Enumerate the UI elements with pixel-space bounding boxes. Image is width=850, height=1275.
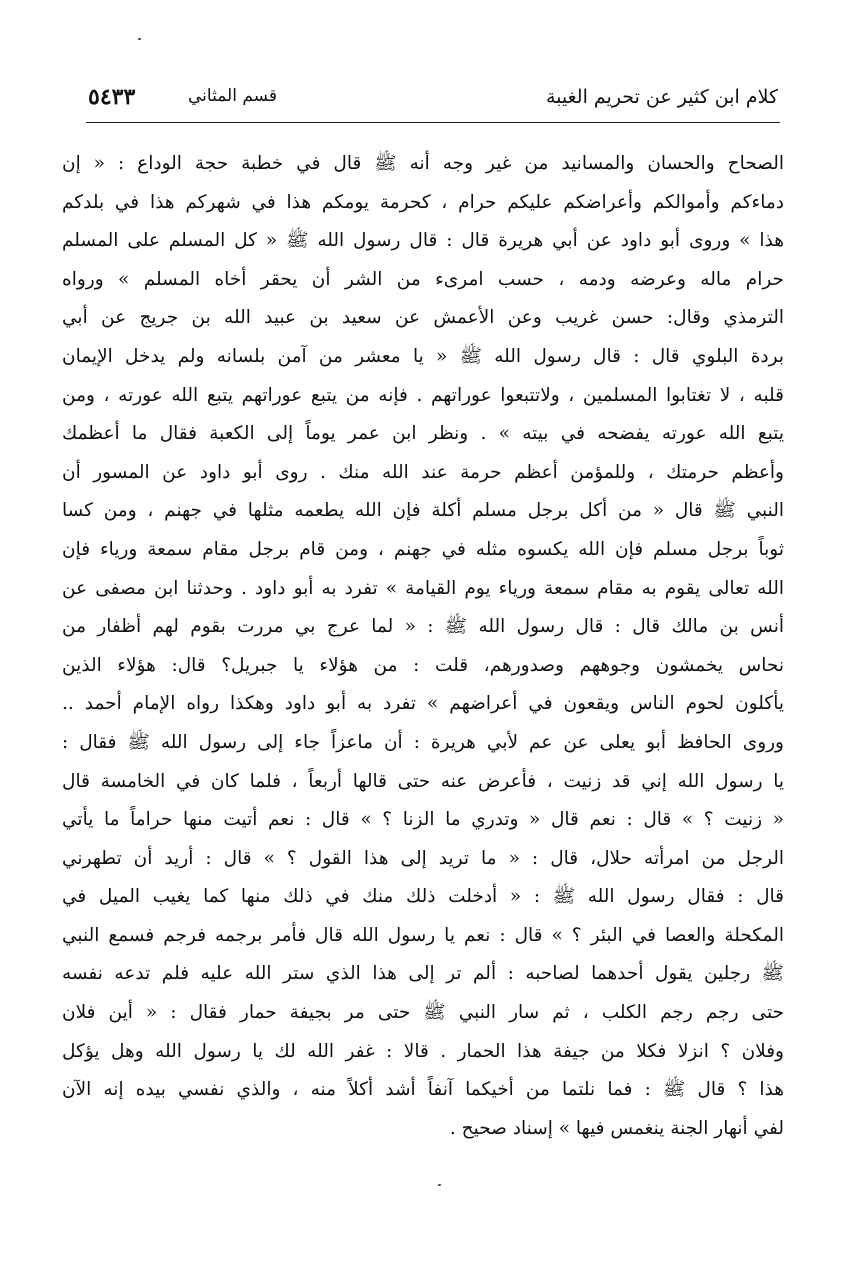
text-line: يأكلون لحوم الناس ويقعون في أعراضهم » تفرد به أبو داود وهكذا رواه الإمام أحمد .. (62, 693, 784, 715)
text-line: هذا ؟ قال ﷺ : فما نلتما من أخيكما آنفاً أشد أكلاً منه ، والذي نفسي بيده إنه الآن (62, 1079, 784, 1101)
page-header (88, 86, 778, 126)
text-line: دماءكم وأموالكم وأعراضكم عليكم حرام ، كحرمة يومكم هذا في شهركم هذا في بلدكم (62, 191, 784, 213)
section-title: قسم المثاني (188, 86, 277, 106)
text-line: يتبع الله عورته يفضحه في بيته » . ونظر ابن عمر يوماً إلى الكعبة فقال ما أعظمك (62, 423, 784, 445)
page-number: ٥٤٣٣ (88, 84, 136, 110)
header-rule (86, 122, 780, 123)
text-line: لفي أنهار الجنة ينغمس فيها » إسناد صحيح . (449, 1117, 784, 1139)
text-line: النبي ﷺ قال « من أكل برجل مسلم أكلة فإن الله يطعمه مثلها في جهنم ، ومن كسا (62, 500, 784, 522)
running-title: كلام ابن كثير عن تحريم الغيبة (545, 86, 778, 108)
text-line: حتى رجم رجم الكلب ، ثم سار النبي ﷺ حتى مر بجيفة حمار فقال : « أين فلان (62, 1002, 784, 1024)
text-line: وفلان ؟ انزلا فكلا من جيفة هذا الحمار . قالا : غفر الله لك يا رسول الله وهل يؤكل (62, 1040, 784, 1062)
text-line: يا رسول الله إني قد زنيت ، فأعرض عنه حتى قالها أربعاً ، فلما كان في الخامسة قال (62, 770, 784, 792)
text-line: ﷺ رجلين يقول أحدهما لصاحبه : ألم تر إلى هذا الذي ستر الله عليه فلم تدعه نفسه (62, 963, 784, 985)
ink-speck (438, 1184, 441, 1186)
text-line: المكحلة والعصا في البئر ؟ » قال : نعم يا رسول الله قال فأمر برجمه فرجم فسمع النبي (62, 924, 784, 946)
text-line: « زنيت ؟ » قال : نعم قال « وتدري ما الزنا ؟ » قال : نعم أتيت منها حراماً ما يأتي (62, 809, 784, 831)
text-line: الترمذي وقال: حسن غريب وعن الأعمش عن سعيد بن عبيد الله بن جريج عن أبي (62, 307, 784, 329)
text-line: الصحاح والحسان والمسانيد من غير وجه أنه ﷺ قال في خطبة حجة الوداع : « إن (62, 153, 784, 174)
text-line: ثوباً برجل مسلم فإن الله يكسوه مثله في جهنم ، ومن قام برجل مقام سمعة ورياء فإن (62, 538, 784, 560)
text-line: بردة البلوي قال : قال رسول الله ﷺ « يا معشر من آمن بلسانه ولم يدخل الإيمان (62, 345, 784, 367)
ink-speck (138, 38, 141, 40)
text-line: أنس بن مالك قال : قال رسول الله ﷺ : « لما عرج بي مررت بقوم لهم أظفار من (62, 616, 784, 638)
text-line: حرام ماله وعرضه ودمه ، حسب امرىء من الشر أن يحقر أخاه المسلم » ورواه (62, 268, 784, 290)
text-line: وأعظم حرمتك ، وللمؤمن أعظم حرمة عند الله منك . روى أبو داود عن المسور أن (62, 461, 784, 483)
text-line: هذا » وروى أبو داود عن أبي هريرة قال : قال رسول الله ﷺ « كل المسلم على المسلم (62, 230, 784, 252)
text-line: وروى الحافظ أبو يعلى عن عم لأبي هريرة : أن ماعزاً جاء إلى رسول الله ﷺ فقال : (62, 731, 784, 753)
text-line: الرجل من امرأته حلال، قال : « ما تريد إلى هذا القول ؟ » قال : أريد أن تطهرني (62, 847, 784, 869)
text-line: قال : فقال رسول الله ﷺ : « أدخلت ذلك منك في ذلك منها كما يغيب الميل في (62, 886, 784, 908)
body-text (62, 145, 784, 1148)
text-line: الله تعالى يقوم به مقام سمعة ورياء يوم القيامة » تفرد به أبو داود . وحدثنا ابن مصفى عن (62, 577, 784, 599)
text-line: قلبه ، لا تغتابوا المسلمين ، ولاتتبعوا عوراتهم . فإنه من يتبع عوراتهم يتبع الله عورته ، ومن (62, 384, 784, 406)
text-line: نحاس يخمشون وجوههم وصدورهم، قلت : من هؤلاء يا جبريل؟ قال: هؤلاء الذين (62, 654, 784, 676)
